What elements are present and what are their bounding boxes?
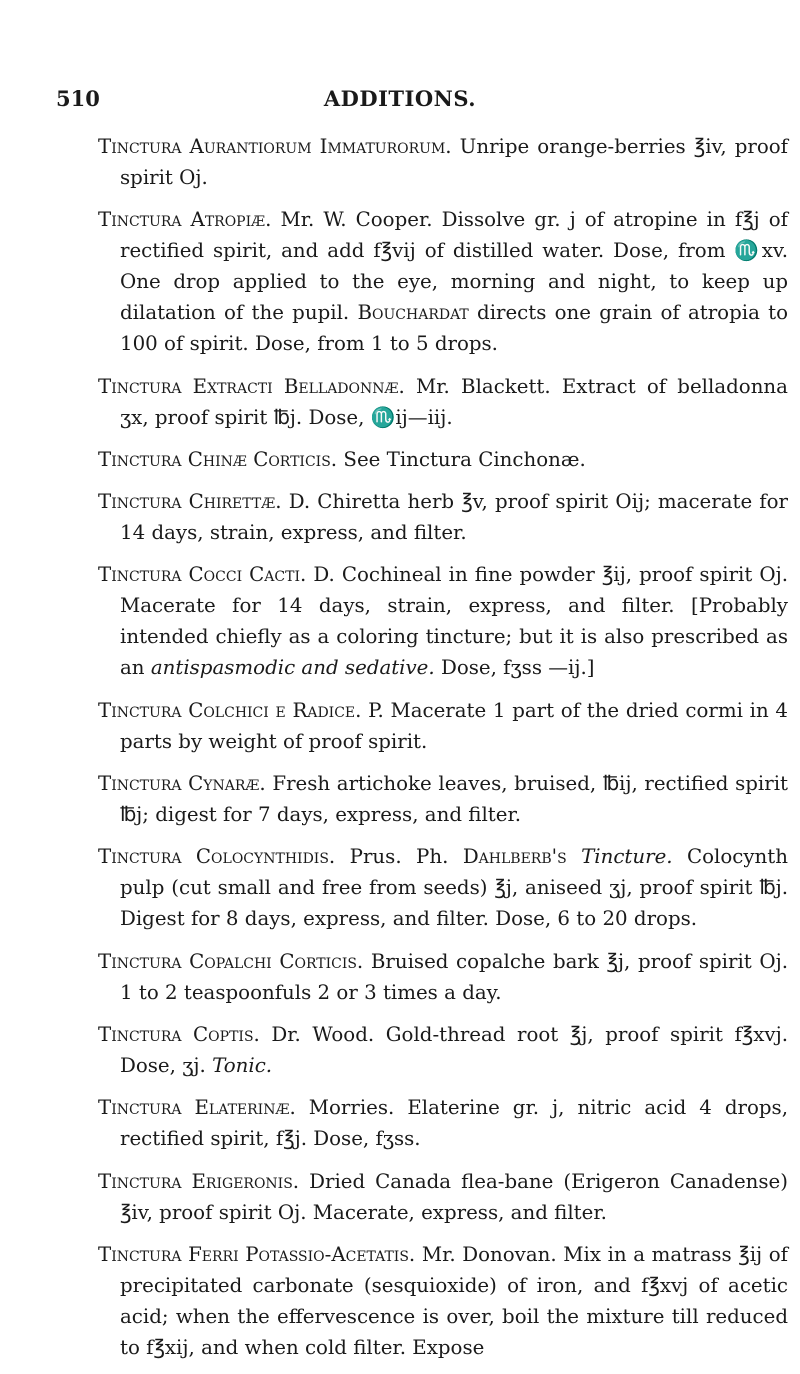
entry-text: P. Macerate 1 part of the dried cormi in 4 parts by weight of proof spirit.: [120, 698, 789, 753]
entry-term: Tinctura Elaterinæ.: [98, 1096, 296, 1120]
entry-text: Mix in a matrass ℥ij of precipitated carbonate (sesquioxide) of iron, and f℥xvj of acetic acid; when the effervescence is over, boil the mixture till reduced to f℥xij, and when cold filter. Expose: [120, 1242, 789, 1359]
entry-text: Elaterine gr. j, nitric acid 4 drops, rectified spirit, f℥j. Dose, fʒss.: [120, 1096, 788, 1151]
entry-tinctura-colchici: [98, 695, 788, 757]
entry-author: Bouchardat: [357, 301, 469, 325]
entry-tinctura-ferri: [98, 1239, 788, 1363]
entry-tinctura-erigeronis: [98, 1166, 788, 1228]
entry-term: Tinctura Aurantiorum Immaturorum.: [98, 135, 452, 158]
entry-term: Tinctura Copalchi Corticis.: [98, 949, 364, 973]
entry-author: Mr. Blackett.: [416, 374, 551, 398]
entry-text: Fresh artichoke leaves, bruised, ℔ij, rectified spirit ℔j; digest for 7 days, express, and filter.: [120, 772, 788, 827]
entry-tinctura-aurantiorum: [98, 131, 788, 193]
entry-author: Mr. W. Cooper.: [280, 208, 433, 232]
entry-text: D. Chiretta herb ℥v, proof spirit Oij; macerate for 14 days, strain, express, and filter.: [120, 490, 788, 545]
entry-term: Tinctura Coptis.: [98, 1022, 260, 1046]
entry-term: Tinctura Colocynthidis.: [98, 845, 336, 869]
entry-text: Bruised copalche bark ℥j, proof spirit Oj. 1 to 2 teaspoonfuls 2 or 3 times a day.: [120, 949, 788, 1004]
entry-tinctura-colocynthidis: [98, 841, 788, 934]
entry-tinctura-extracti-belladonnae: [98, 371, 788, 433]
entry-author: Dahlberb's: [462, 845, 567, 869]
entry-term: Tinctura Extracti Belladonnæ.: [98, 374, 405, 398]
entry-text: Dose, fʒss —ij.]: [440, 656, 595, 680]
entry-tinctura-elaterinae: [98, 1092, 788, 1154]
entry-text: D. Cochineal in fine powder ℥ij, proof spirit Oj. Macerate for 14 days, strain, express, and filter. [Probably intended chiefly as a coloring tincture; but it is also prescribed as an: [120, 563, 788, 680]
entry-author: Dr. Wood.: [271, 1022, 375, 1046]
entry-text: Extract of belladonna ʒx, proof spirit ℔j. Dose, ♏ij—iij.: [120, 374, 788, 429]
entry-text: Colocynth pulp (cut small and free from seeds) ℥j, aniseed ʒj, proof spirit ℔j. Digest for 8 days, express, and filter. Dose, 6 to 20 drops.: [120, 845, 788, 931]
entry-term: Tinctura Chirettæ.: [98, 490, 282, 514]
entry-tinctura-cynarae: [98, 768, 788, 830]
entry-italic: antispasmodic and sedative.: [150, 656, 435, 680]
entry-text: Dissolve gr. j of atropine in f℥j of rectified spirit, and add f℥vij of distilled water. Dose, from ♏xv. One drop applied to the eye, morning and night, to keep up dilatation of the pupil.: [120, 208, 788, 325]
entry-tinctura-coptis: [98, 1019, 788, 1081]
entry-author: Mr. Donovan.: [421, 1242, 557, 1266]
page-body: [98, 131, 788, 1374]
entry-text: Gold-thread root ℥j, proof spirit f℥xvj. Dose, ʒj.: [120, 1022, 788, 1077]
entry-text: Unripe orange-berries ℥iv, proof spirit Oj.: [120, 135, 788, 189]
entry-text: directs one grain of atropia to 100 of spirit. Dose, from 1 to 5 drops.: [120, 301, 788, 356]
entry-tinctura-chirettae: [98, 486, 788, 548]
entry-term: Tinctura Cynaræ.: [98, 772, 266, 796]
entry-tinctura-atropiae: [98, 204, 788, 359]
entry-text: Dried Canada flea-bane (Erigeron Canadense) ℥iv, proof spirit Oj. Macerate, express, and filter.: [120, 1169, 788, 1224]
entry-italic: Tincture.: [581, 845, 673, 869]
entry-term: Tinctura Chinæ Corticis.: [98, 447, 338, 471]
entry-term: Tinctura Erigeronis.: [98, 1169, 300, 1193]
entry-tinctura-cocci-cacti: [98, 559, 788, 683]
entry-author: Morries.: [308, 1096, 395, 1120]
entry-term: Tinctura Cocci Cacti.: [98, 563, 307, 587]
entry-author: Prus. Ph.: [349, 845, 449, 869]
entry-tinctura-copalchi: [98, 946, 788, 1008]
page-number: 510: [56, 86, 100, 111]
page-header: [56, 86, 744, 112]
entry-tinctura-chinae-corticis: [98, 444, 788, 475]
entry-term: Tinctura Atropiæ.: [98, 208, 272, 232]
running-head: ADDITIONS.: [323, 86, 477, 111]
entry-text: See Tinctura Cinchonæ.: [343, 447, 586, 471]
entry-italic: Tonic.: [212, 1053, 273, 1077]
entry-term: Tinctura Colchici e Radice.: [98, 698, 362, 722]
entry-term: Tinctura Ferri Potassio-Acetatis.: [98, 1242, 416, 1266]
